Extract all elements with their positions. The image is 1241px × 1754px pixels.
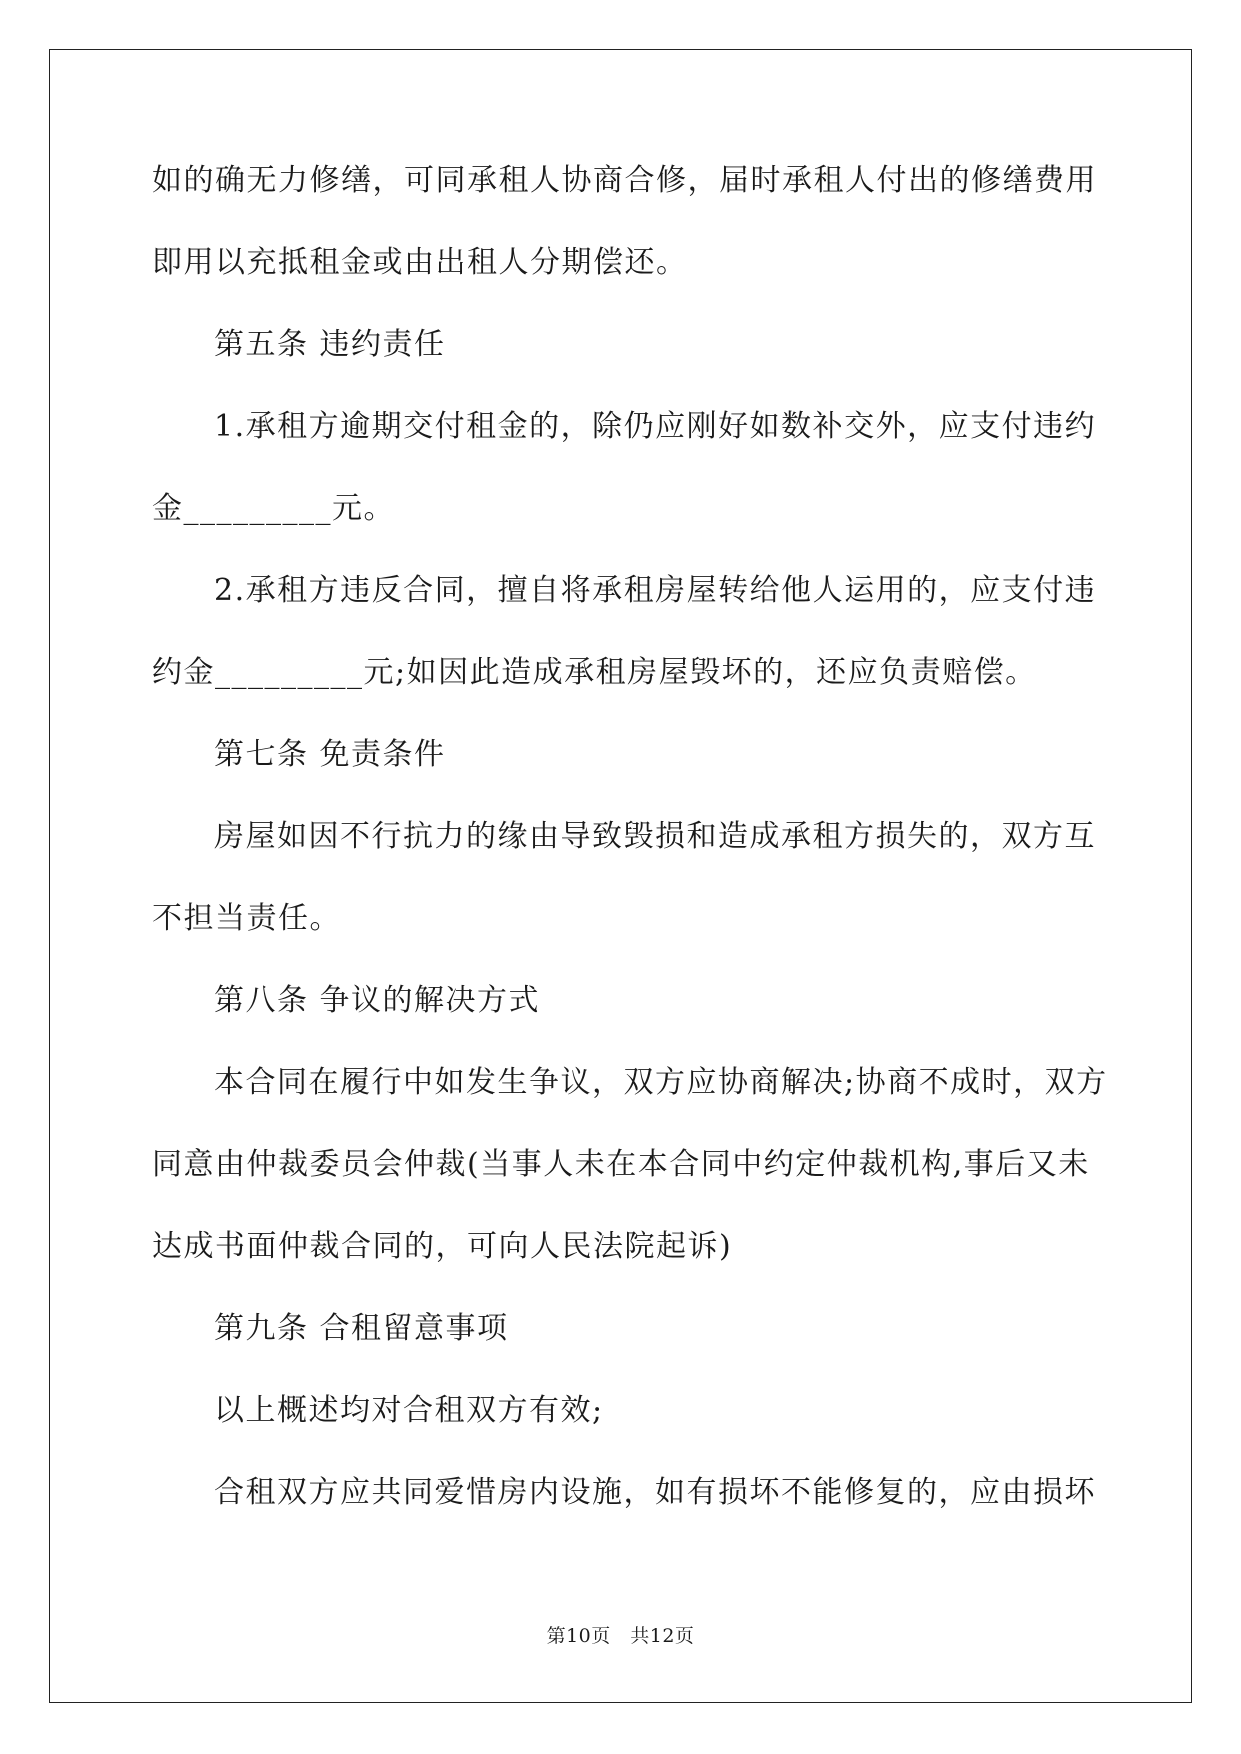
text-line: 同意由仲裁委员会仲裁(当事人未在本合同中约定仲裁机构,事后又未 [152, 1147, 1090, 1182]
text-line: 合租双方应共同爱惜房内设施，如有损坏不能修复的，应由损坏 [214, 1475, 1096, 1510]
document-body [152, 161, 1108, 1513]
page-footer [0, 1624, 1241, 1648]
text-line: 1.承租方逾期交付租金的，除仍应刚好如数补交外，应支付违约 [214, 409, 1097, 444]
section-heading: 第七条 免责条件 [214, 737, 446, 772]
page-number-label: 第10页 共12页 [546, 1625, 695, 1647]
text-line: 约金_________元;如因此造成承租房屋毁坏的，还应负责赔偿。 [152, 655, 1037, 690]
text-line: 达成书面仲裁合同的，可向人民法院起诉) [152, 1229, 733, 1264]
text-line: 如的确无力修缮，可同承租人协商合修，届时承租人付出的修缮费用 [152, 163, 1097, 198]
section-heading: 第五条 违约责任 [214, 327, 446, 362]
text-line: 房屋如因不行抗力的缘由导致毁损和造成承租方损失的，双方互 [214, 819, 1096, 854]
text-line: 不担当责任。 [152, 901, 341, 936]
section-heading: 第九条 合租留意事项 [214, 1311, 509, 1346]
text-line: 金_________元。 [152, 491, 395, 526]
text-line: 2.承租方违反合同，擅自将承租房屋转给他人运用的，应支付违 [214, 573, 1097, 608]
text-line: 即用以充抵租金或由出租人分期偿还。 [152, 245, 688, 280]
text-line: 以上概述均对合租双方有效; [214, 1393, 604, 1428]
section-heading: 第八条 争议的解决方式 [214, 983, 541, 1018]
text-line: 本合同在履行中如发生争议，双方应协商解决;协商不成时，双方 [214, 1065, 1108, 1100]
